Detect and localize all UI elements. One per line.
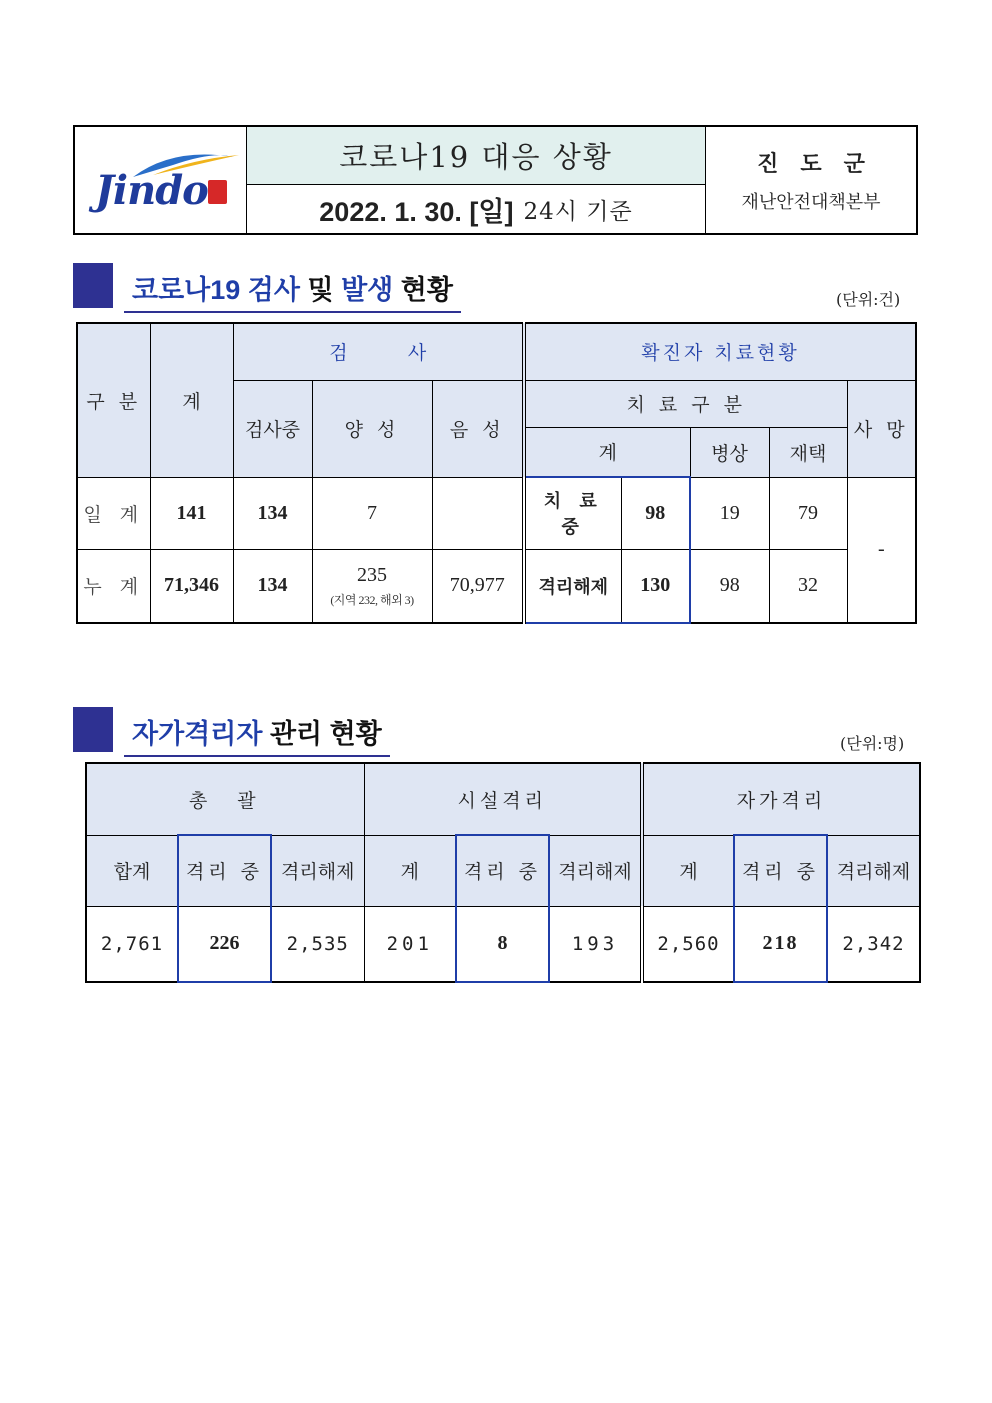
section-title-part: 코로나19 검사 bbox=[132, 275, 300, 305]
header-testing: 검사중 bbox=[233, 380, 312, 477]
quarantine-status-table bbox=[85, 762, 921, 983]
col-header: 합계 bbox=[86, 835, 178, 906]
cell-status-label: 격리해제 bbox=[524, 549, 621, 623]
report-date-time: 24시 기준 bbox=[523, 198, 633, 225]
col-header: 격리 중 bbox=[734, 835, 827, 906]
col-header: 격리해제 bbox=[827, 835, 920, 906]
cell-death: - bbox=[847, 477, 916, 623]
cell-positive-breakdown: (지역 232, 해외 3) bbox=[330, 592, 414, 607]
report-date bbox=[247, 185, 705, 233]
table-row bbox=[77, 477, 916, 549]
header-death: 사 망 bbox=[847, 380, 916, 477]
col-header: 격리 중 bbox=[456, 835, 549, 906]
section-title-part: 현황 bbox=[400, 275, 453, 305]
col-header: 격리 중 bbox=[178, 835, 271, 906]
section-title-part: 발생 bbox=[341, 275, 394, 305]
section-title-part: 관리 현황 bbox=[269, 719, 382, 749]
cell-value: 8 bbox=[456, 906, 549, 982]
cell-testing: 134 bbox=[233, 549, 312, 623]
section-marker bbox=[73, 263, 113, 308]
group-header-facility: 시설격리 bbox=[364, 763, 642, 835]
logo-seal-icon bbox=[208, 180, 227, 204]
cell-testing: 134 bbox=[233, 477, 312, 549]
unit-label: (단위:명) bbox=[840, 734, 905, 753]
header-positive: 양 성 bbox=[312, 380, 432, 477]
row-label: 누 계 bbox=[77, 549, 150, 623]
section-title-quarantine bbox=[124, 712, 390, 757]
col-header: 계 bbox=[642, 835, 734, 906]
cell-status-value: 130 bbox=[621, 549, 690, 623]
header-center bbox=[247, 127, 706, 233]
page-title: 코로나19 대응 상황 bbox=[247, 127, 705, 185]
logo-text: Jindo bbox=[95, 167, 208, 214]
cell-value: 2,761 bbox=[86, 906, 178, 982]
cell-value: 2,342 bbox=[827, 906, 920, 982]
header-treatment-type: 치 료 구 분 bbox=[524, 380, 847, 427]
cell-total: 71,346 bbox=[150, 549, 233, 623]
group-header-total: 총 괄 bbox=[86, 763, 364, 835]
cell-positive-value: 235 bbox=[357, 563, 387, 586]
report-header bbox=[73, 125, 918, 235]
header-treatment-total: 계 bbox=[524, 427, 690, 477]
header-home: 재택 bbox=[769, 427, 847, 477]
report-date-main: 2022. 1. 30. [일] bbox=[319, 196, 514, 227]
cell-positive bbox=[312, 549, 432, 623]
cell-value: 2,535 bbox=[271, 906, 364, 982]
cell-value: 226 bbox=[178, 906, 271, 982]
cell-home: 79 bbox=[769, 477, 847, 549]
section-title-part: 및 bbox=[307, 275, 334, 305]
cell-negative: 70,977 bbox=[432, 549, 524, 623]
cell-value: 193 bbox=[549, 906, 642, 982]
cell-status-value: 98 bbox=[621, 477, 690, 549]
cell-total: 141 bbox=[150, 477, 233, 549]
unit-label: (단위:건) bbox=[836, 290, 901, 309]
testing-status-table bbox=[76, 322, 917, 624]
col-header: 계 bbox=[364, 835, 456, 906]
header-org bbox=[706, 127, 916, 233]
section-title-testing bbox=[124, 268, 461, 313]
cell-positive-value: 7 bbox=[367, 501, 377, 524]
col-header: 격리해제 bbox=[549, 835, 642, 906]
row-label: 일 계 bbox=[77, 477, 150, 549]
table-row bbox=[77, 549, 916, 623]
jindo-logo bbox=[75, 127, 247, 233]
group-header-self: 자가격리 bbox=[642, 763, 920, 835]
section-title-part: 자가격리자 bbox=[132, 719, 263, 749]
cell-value: 2,560 bbox=[642, 906, 734, 982]
cell-home: 32 bbox=[769, 549, 847, 623]
cell-hospital: 98 bbox=[690, 549, 769, 623]
cell-positive bbox=[312, 477, 432, 549]
cell-hospital: 19 bbox=[690, 477, 769, 549]
col-header: 격리해제 bbox=[271, 835, 364, 906]
cell-value: 201 bbox=[364, 906, 456, 982]
table-row bbox=[86, 906, 920, 982]
org-name: 진도군 bbox=[757, 150, 887, 177]
header-treatment: 확진자 치료현황 bbox=[524, 323, 916, 380]
section-marker bbox=[73, 707, 113, 752]
cell-status-label: 치 료 중 bbox=[524, 477, 621, 549]
cell-value: 218 bbox=[734, 906, 827, 982]
header-total: 계 bbox=[150, 323, 233, 477]
header-negative: 음 성 bbox=[432, 380, 524, 477]
header-category: 구 분 bbox=[77, 323, 150, 477]
header-hospital: 병상 bbox=[690, 427, 769, 477]
header-test: 검 사 bbox=[233, 323, 524, 380]
org-department: 재난안전대책본부 bbox=[741, 191, 881, 213]
cell-negative bbox=[432, 477, 524, 549]
